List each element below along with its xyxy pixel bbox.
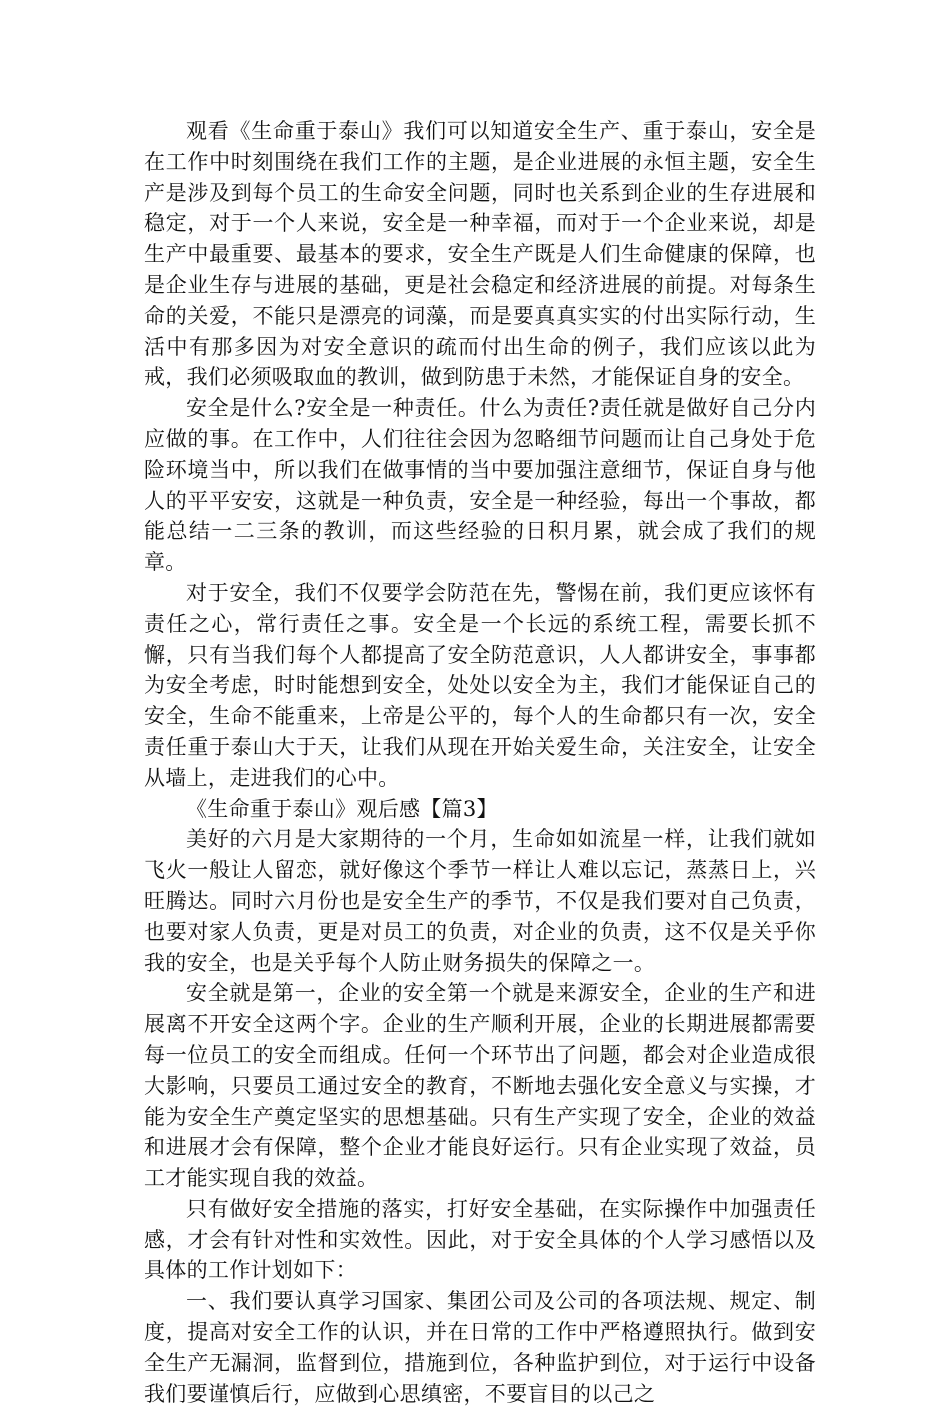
- paragraph-safety-first: 安全就是第一，企业的安全第一个就是来源安全，企业的生产和进展离不开安全这两个字。企业的生产顺利开展，企业的长期进展都需要每一位员工的安全而组成。任何一个环节出了问题，都会对企业造成很大影响，只要员工通过安全的教育，不断地去强化安全意义与实操，才能为安全生产奠定坚实的思想基础。只有生产实现了安全，企业的效益和进展才会有保障，整个企业才能良好运行。只有企业实现了效益，员工才能实现自我的效益。: [144, 981, 816, 1191]
- paragraph-plan-item-1: 一、我们要认真学习国家、集团公司及公司的各项法规、规定、制度，提高对安全工作的认识，并在日常的工作中严格遵照执行。做到安全生产无漏洞，监督到位，措施到位，各种监护到位，对于运行中设备我们要谨慎后行，应做到心思缜密，不要盲目的以己之: [144, 1289, 816, 1406]
- document-body: [144, 116, 816, 1409]
- paragraph-june: 美好的六月是大家期待的一个月，生命如如流星一样，让我们就如飞火一般让人留恋，就好像这个季节一样让人难以忘记，蒸蒸日上，兴旺腾达。同时六月份也是安全生产的季节，不仅是我们要对自己负责，也要对家人负责，更是对员工的负责，对企业的负责，这不仅是关乎你我的安全，也是关乎每个人防止财务损失的保障之一。: [144, 827, 816, 975]
- paragraph-intro: 观看《生命重于泰山》我们可以知道安全生产、重于泰山，安全是在工作中时刻围绕在我们工作的主题，是企业进展的永恒主题，安全生产是涉及到每个员工的生命安全问题，同时也关系到企业的生存进展和稳定，对于一个人来说，安全是一种幸福，而对于一个企业来说，却是生产中最重要、最基本的要求，安全生产既是人们生命健康的保障，也是企业生存与进展的基础，更是社会稳定和经济进展的前提。对每条生命的关爱，不能只是漂亮的词藻，而是要真真实实的付出实际行动，生活中有那多因为对安全意识的疏而付出生命的例子，我们应该以此为戒，我们必须吸取血的教训，做到防患于未然，才能保证自身的安全。: [144, 119, 816, 390]
- section-heading: 《生命重于泰山》观后感【篇3】: [186, 796, 498, 821]
- paragraph-responsibility: 安全是什么?安全是一种责任。什么为责任?责任就是做好自己分内应做的事。在工作中，人们往往会因为忽略细节问题而让自己身处于危险环境当中，所以我们在做事情的当中要加强注意细节，保证自身与他人的平平安安，这就是一种负责，安全是一种经验，每出一个事故，都能总结一二三条的教训，而这些经验的日积月累，就会成了我们的规章。: [144, 396, 816, 575]
- paragraph-measures: 只有做好安全措施的落实，打好安全基础，在实际操作中加强责任感，才会有针对性和实效性。因此，对于安全具体的个人学习感悟以及具体的工作计划如下：: [144, 1196, 816, 1283]
- paragraph-prevention: 对于安全，我们不仅要学会防范在先，警惕在前，我们更应该怀有责任之心，常行责任之事。安全是一个长远的系统工程，需要长抓不懈，只有当我们每个人都提高了安全防范意识，人人都讲安全，事事都为安全考虑，时时能想到安全，处处以安全为主，我们才能保证自己的安全，生命不能重来，上帝是公平的，每个人的生命都只有一次，安全责任重于泰山大于天，让我们从现在开始关爱生命，关注安全，让安全从墙上，走进我们的心中。: [144, 580, 816, 790]
